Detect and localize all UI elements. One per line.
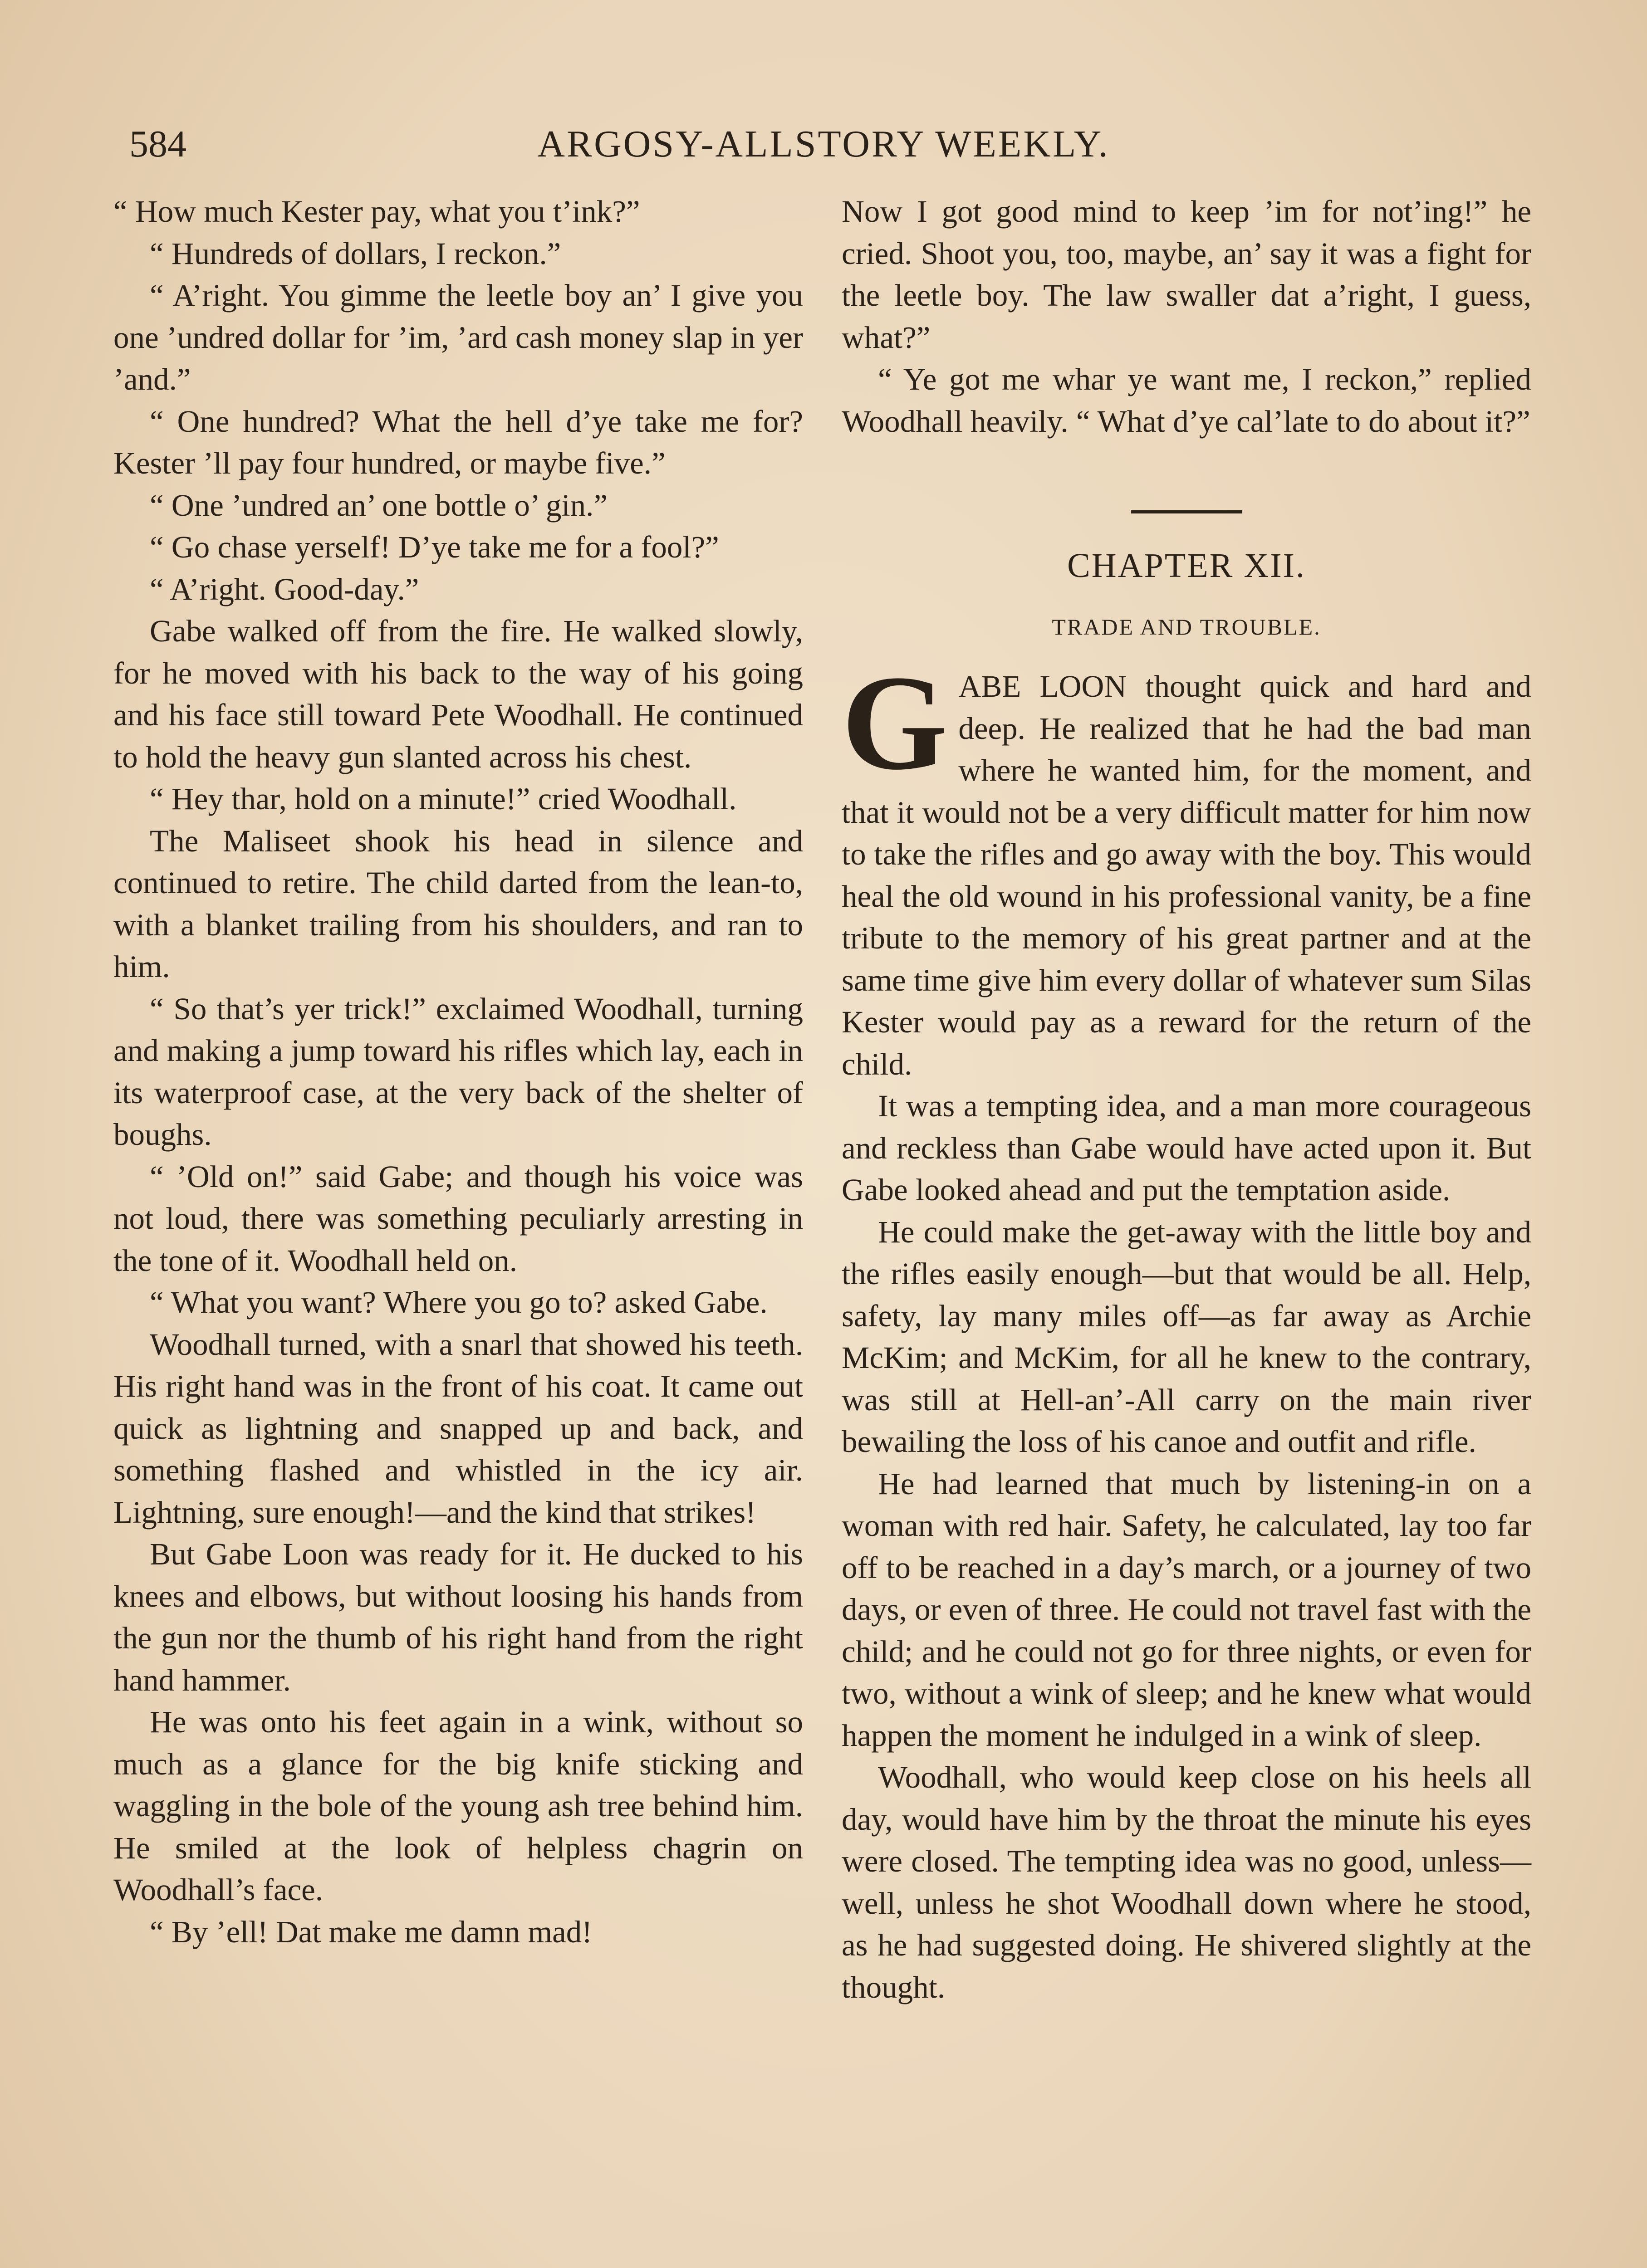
page-number: 584 bbox=[129, 123, 186, 165]
paragraph: “ A’right. Good-day.” bbox=[150, 572, 419, 606]
paragraph: “ One ’undred an’ one bottle o’ gin.” bbox=[150, 488, 608, 523]
paragraph: He could make the get-away with the little boy and the rifles easily enough—but that would be all. Help, safety, lay many miles off—as far away as Archie McKim; and McKim, for all he knew to the contrary, was still at Hell-an’-All carry on the main river bewailing the loss of his canoe and outfit and rifle. bbox=[842, 1214, 1531, 1459]
paragraph: He had learned that much by listening-in on a woman with red hair. Safety, he calculated, lay too far off to be reached in a day’s march, or a journey of two days, or even of three. He could not travel fast with the child; and he could not go for three nights, or even for two, without a wink of sleep; and he knew what would happen the moment he indulged in a wink of sleep. bbox=[842, 1466, 1531, 1753]
chapter-opening-paragraph bbox=[842, 647, 1531, 1085]
paragraph: Gabe walked off from the fire. He walked slowly, for he moved with his back to the way of his going and his face still toward Pete Woodhall. He continued to hold the heavy gun slanted across his chest. bbox=[113, 614, 803, 774]
paragraph: “ One hundred? What the hell d’ye take me for? Kester ’ll pay four hundred, or maybe five.” bbox=[113, 404, 803, 480]
paragraph: “ Hundreds of dollars, I reckon.” bbox=[150, 236, 561, 271]
paragraph: It was a tempting idea, and a man more courageous and reckless than Gabe would have acted upon it. But Gabe looked ahead and put the temptation aside. bbox=[842, 1089, 1531, 1207]
drop-cap: G bbox=[842, 647, 948, 798]
paragraph: “ How much Kester pay, what you t’ink?” bbox=[113, 194, 640, 229]
paragraph: The Maliseet shook his head in silence and continued to retire. The child darted from the lean-to, with a blanket trailing from his shoulders, and ran to him. bbox=[113, 823, 803, 984]
chapter-subtitle: TRADE AND TROUBLE. bbox=[1052, 614, 1321, 640]
paragraph: Now I got good mind to keep ’im for not’ing!” he cried. Shoot you, too, maybe, an’ say it was a fight for the leetle boy. The law swaller dat a’right, I guess, what?” bbox=[842, 194, 1531, 355]
paragraph: “ Hey thar, hold on a minute!” cried Woodhall. bbox=[150, 782, 737, 816]
paragraph: But Gabe Loon was ready for it. He ducked to his knees and elbows, but without loosing his hands from the gun nor the thumb of his right hand from the right hand hammer. bbox=[113, 1537, 803, 1697]
paragraph: He was onto his feet again in a wink, without so much as a glance for the big knife sticking and waggling in the bole of the young ash tree behind him. He smiled at the look of helpless chagrin on Woodhall’s face. bbox=[113, 1705, 803, 1907]
paragraph: “ Ye got me whar ye want me, I reckon,” replied Woodhall heavily. “ What d’ye cal’late to do about it?” bbox=[842, 362, 1531, 439]
paragraph: Woodhall turned, with a snarl that showed his teeth. His right hand was in the front of his coat. It came out quick as lightning and snapped up and back, and something flashed and whistled in the icy air. Lightning, sure enough!—and the kind that strikes! bbox=[113, 1327, 803, 1530]
paragraph: “ Go chase yerself! D’ye take me for a fool?” bbox=[150, 530, 719, 564]
paragraph: “ ’Old on!” said Gabe; and though his voice was not loud, there was something peculiarly arresting in the tone of it. Woodhall held on. bbox=[113, 1159, 803, 1278]
paragraph: “ What you want? Where you go to? asked Gabe. bbox=[150, 1285, 768, 1320]
right-column bbox=[842, 191, 1531, 2008]
paragraph: “ So that’s yer trick!” exclaimed Woodhall, turning and making a jump toward his rifles which lay, each in its waterproof case, at the very back of the shelter of boughs. bbox=[113, 991, 803, 1152]
paragraph: Woodhall, who would keep close on his heels all day, would have him by the throat the minute his eyes were closed. The tempting idea was no good, unless—well, unless he shot Woodhall down where he stood, as he had suggested doing. He shivered slightly at the thought. bbox=[842, 1760, 1531, 2004]
paragraph: “ A’right. You gimme the leetle boy an’ I give you one ’undred dollar for ’im, ’ard cash money slap in yer ’and.” bbox=[113, 278, 803, 396]
chapter-opening-text: ABE LOON thought quick and hard and deep. He realized that he had the bad man where he wanted him, for the moment, and that it would not be a very difficult matter for him now to take the rifles and go away with the boy. This would heal the old wound in his professional vanity, be a fine tribute to the memory of his great partner and at the same time give him every dollar of whatever sum Silas Kester would pay as a reward for the return of the child. bbox=[842, 669, 1531, 1081]
chapter-divider-rule bbox=[1131, 510, 1242, 513]
page-header bbox=[0, 112, 1647, 176]
running-title: ARGOSY-ALLSTORY WEEKLY. bbox=[537, 123, 1110, 165]
chapter-title: CHAPTER XII. bbox=[1067, 547, 1306, 585]
paragraph: “ By ’ell! Dat make me damn mad! bbox=[150, 1914, 593, 1949]
left-column bbox=[113, 191, 803, 1953]
